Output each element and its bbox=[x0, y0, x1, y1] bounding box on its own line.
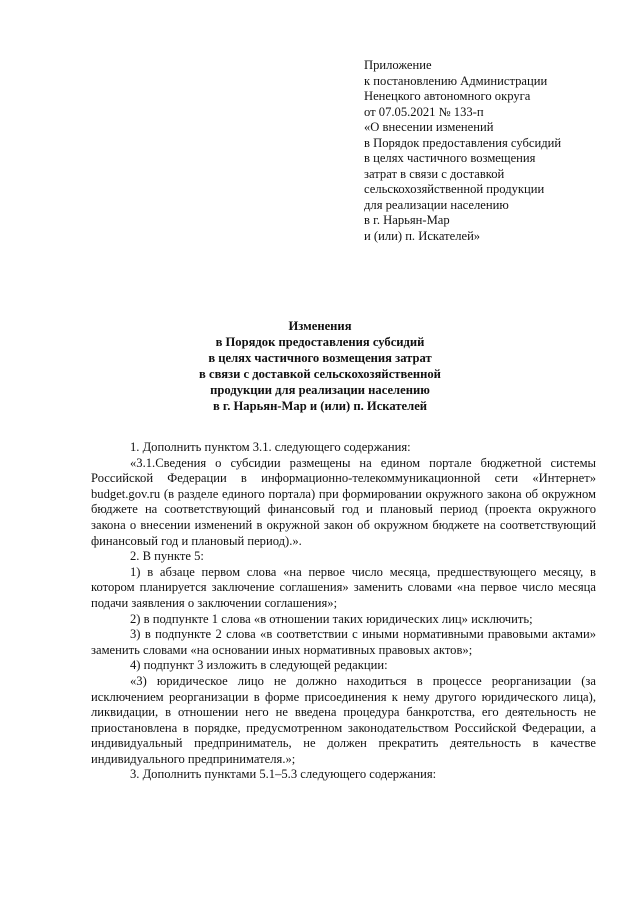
appendix-line: Приложение bbox=[364, 58, 432, 72]
appendix-line: для реализации населению bbox=[364, 197, 509, 212]
paragraph-subitem-3: 3) в подпункте 2 слова «в соответствии с иными нормативными правовыми актами» заменить словами «на основании иных нормативных правовых актов»; bbox=[91, 627, 596, 657]
document-title bbox=[90, 318, 550, 414]
appendix-line: затрат в связи с доставкой bbox=[364, 166, 505, 181]
title-line: в г. Нарьян-Мар и (или) п. Искателей bbox=[212, 399, 428, 413]
title-line: в Порядок предоставления субсидий bbox=[215, 335, 425, 349]
paragraph-quote-3: «3) юридическое лицо не должно находиться в процессе реорганизации (за исключением реорганизации в форме присоединения к нему другого юридического лица), ликвидации, в отношении него не введена процедура банкротства, его деятельность не приостановлена в порядке, предусмотренном законодательством Российской Федерации, а индивидуальный предприниматель, не должен прекратить деятельность в качестве индивидуального предпринимателя.»; bbox=[91, 673, 596, 766]
appendix-line: Ненецкого автономного округа bbox=[364, 89, 531, 103]
appendix-line: и (или) п. Искателей» bbox=[364, 228, 481, 243]
title-line: Изменения bbox=[288, 319, 352, 333]
appendix-line: «О внесении изменений bbox=[364, 120, 494, 134]
appendix-line: в целях частичного возмещения bbox=[364, 151, 536, 165]
paragraph-subitem-1: 1) в абзаце первом слова «на первое число месяца, предшествующего месяцу, в котором планируется заключение соглашения» заменить словами «на первое число месяца подачи заявления о заключении соглашения»; bbox=[91, 564, 596, 610]
appendix-line: сельскохозяйственной продукции bbox=[364, 182, 545, 196]
paragraph-item-1: 1. Дополнить пунктом 3.1. следующего содержания: bbox=[130, 440, 411, 454]
appendix-line: от 07.05.2021 № 133-п bbox=[364, 104, 484, 119]
paragraph-quote-3-1: «3.1.Сведения о субсидии размещены на едином портале бюджетной системы Российской Федерации в информационно-телекоммуникационной сети «Интернет» budget.gov.ru (в разделе единого портала) при формировании окружного закона об окружном бюджете на соответствующий финансовый год и плановый период (проекта окружного закона о внесении изменений в окружной закон об окружном бюджете на соответствующий финансовый год и плановый период).». bbox=[91, 455, 596, 548]
appendix-line: к постановлению Администрации bbox=[364, 73, 548, 88]
paragraph-subitem-2: 2) в подпункте 1 слова «в отношении таких юридических лиц» исключить; bbox=[130, 611, 533, 626]
title-line: в целях частичного возмещения затрат bbox=[208, 351, 432, 365]
title-line: продукции для реализации населению bbox=[210, 383, 430, 397]
paragraph-item-2: 2. В пункте 5: bbox=[130, 549, 204, 564]
document-body bbox=[91, 440, 596, 783]
appendix-header bbox=[364, 58, 561, 244]
title-line: в связи с доставкой сельскохозяйственной bbox=[199, 367, 441, 381]
appendix-line: в г. Нарьян-Мар bbox=[364, 213, 450, 227]
paragraph-subitem-4: 4) подпункт 3 изложить в следующей редакции: bbox=[130, 658, 388, 673]
appendix-line: в Порядок предоставления субсидий bbox=[364, 135, 562, 150]
paragraph-item-3: 3. Дополнить пунктами 5.1–5.3 следующего содержания: bbox=[130, 767, 437, 782]
